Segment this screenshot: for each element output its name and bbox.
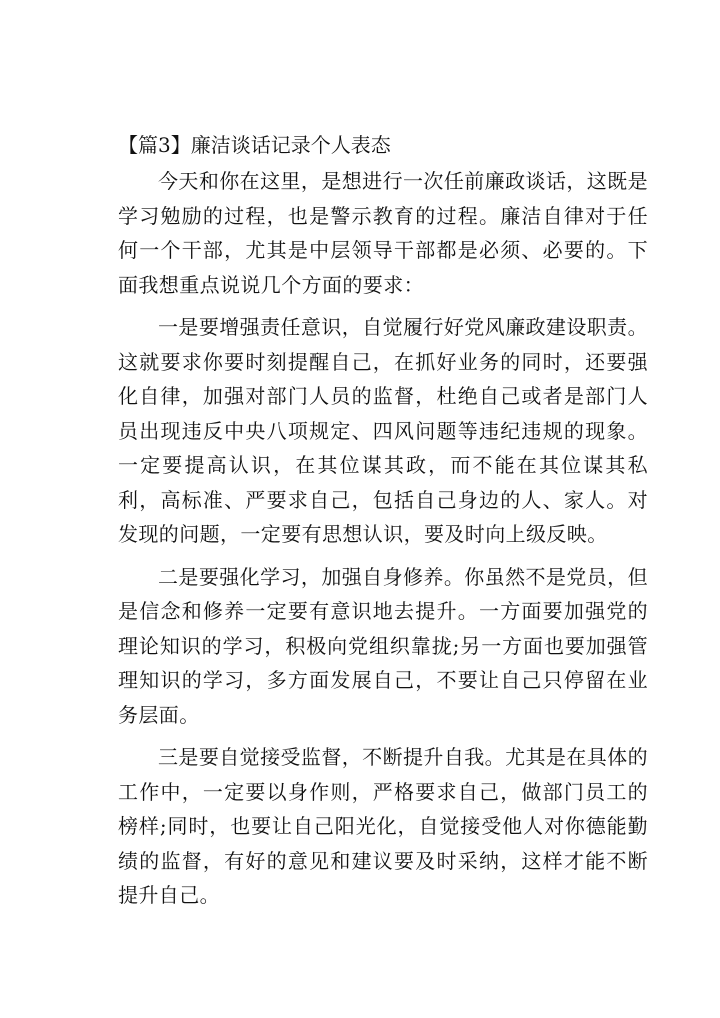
paragraph-point-two: 二是要强化学习，加强自身修养。你虽然不是党员，但是信念和修养一定要有意识地去提升。一方面要加强党的理论知识的学习，积极向党组织靠拢;另一方面也要加强管理知识的学习，多方面发展自己，不要让自己只停留在业务层面。 — [118, 564, 648, 727]
document-title: 【篇3】廉洁谈话记录个人表态 — [118, 133, 391, 157]
paragraph-point-three: 三是要自觉接受监督，不断提升自我。尤其是在具体的工作中，一定要以身作则，严格要求自己，做部门员工的榜样;同时，也要让自己阳光化，自觉接受他人对你德能勤绩的监督，有好的意见和建议要及时采纳，这样才能不断提升自己。 — [118, 745, 648, 907]
paragraph-intro: 今天和你在这里，是想进行一次任前廉政谈话，这既是学习勉励的过程，也是警示教育的过程。廉洁自律对于任何一个干部，尤其是中层领导干部都是必须、必要的。下面我想重点说说几个方面的要求： — [118, 169, 648, 297]
document-body — [118, 130, 648, 913]
paragraph-point-one: 一是要增强责任意识，自觉履行好党风廉政建设职责。这就要求你要时刻提醒自己，在抓好业务的同时，还要强化自律，加强对部门人员的监督，杜绝自己或者是部门人员出现违反中央八项规定、四风问题等违纪违规的现象。一定要提高认识，在其位谋其政，而不能在其位谋其私利，高标准、严要求自己，包括自己身边的人、家人。对发现的问题，一定要有思想认识，要及时向上级反映。 — [118, 315, 648, 546]
